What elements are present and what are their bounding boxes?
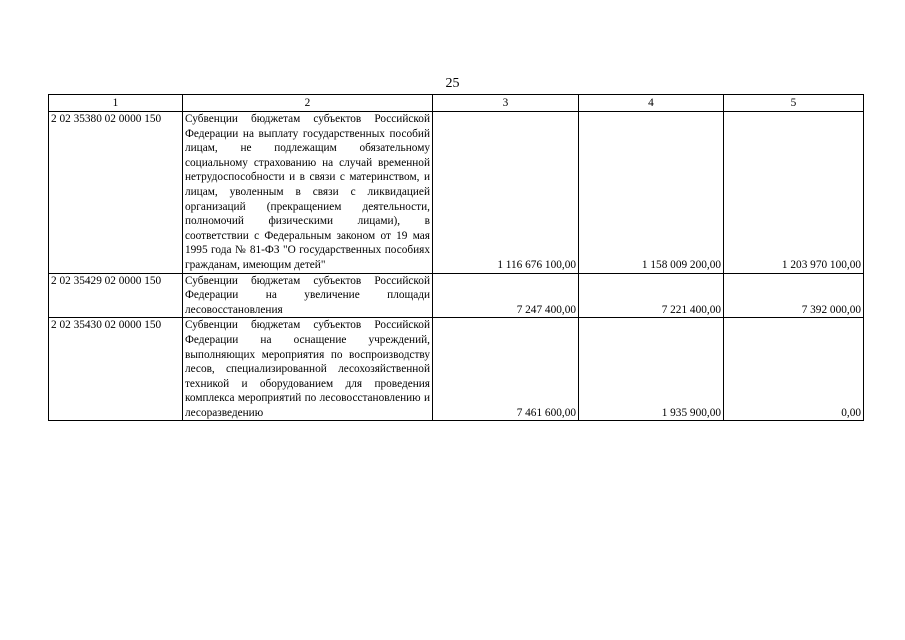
item-name: Субвенции бюджетам субъектов Российской Федерации на увеличение площади лесовосстановления xyxy=(183,273,433,318)
page-number: 25 xyxy=(445,76,460,91)
amount-col-4: 7 221 400,00 xyxy=(579,273,724,318)
amount-col-3: 7 461 600,00 xyxy=(433,318,579,421)
amount-col-5: 7 392 000,00 xyxy=(724,273,864,318)
amount-col-3: 7 247 400,00 xyxy=(433,273,579,318)
table-row xyxy=(49,318,864,421)
amount-col-4: 1 935 900,00 xyxy=(579,318,724,421)
column-header: 3 xyxy=(433,95,579,112)
amount-col-3: 1 116 676 100,00 xyxy=(433,112,579,274)
column-header: 1 xyxy=(49,95,183,112)
budget-code: 2 02 35429 02 0000 150 xyxy=(49,273,183,318)
budget-code: 2 02 35380 02 0000 150 xyxy=(49,112,183,274)
budget-code: 2 02 35430 02 0000 150 xyxy=(49,318,183,421)
amount-col-4: 1 158 009 200,00 xyxy=(579,112,724,274)
amount-col-5: 1 203 970 100,00 xyxy=(724,112,864,274)
budget-table xyxy=(48,94,864,421)
column-header: 2 xyxy=(183,95,433,112)
column-header: 5 xyxy=(724,95,864,112)
table-header-row xyxy=(49,95,864,112)
amount-col-5: 0,00 xyxy=(724,318,864,421)
table-row xyxy=(49,273,864,318)
item-name: Субвенции бюджетам субъектов Российской Федерации на оснащение учреждений, выполняющих мероприятия по воспроизводству лесов, специализированной лесохозяйственной техникой и оборудованием для проведения комплекса мероприятий по лесовосстановлению и лесоразведению xyxy=(183,318,433,421)
table-row xyxy=(49,112,864,274)
column-header: 4 xyxy=(579,95,724,112)
item-name: Субвенции бюджетам субъектов Российской Федерации на выплату государственных пособий лицам, не подлежащим обязательному социальному страхованию на случай временной нетрудоспособности и в связи с материнством, и лицам, уволенным в связи с ликвидацией организаций (прекращением деятельности, полномочий физическими лицами), в соответствии с Федеральным законом от 19 мая 1995 года № 81-ФЗ "О государственных пособиях гражданам, имеющим детей" xyxy=(183,112,433,274)
